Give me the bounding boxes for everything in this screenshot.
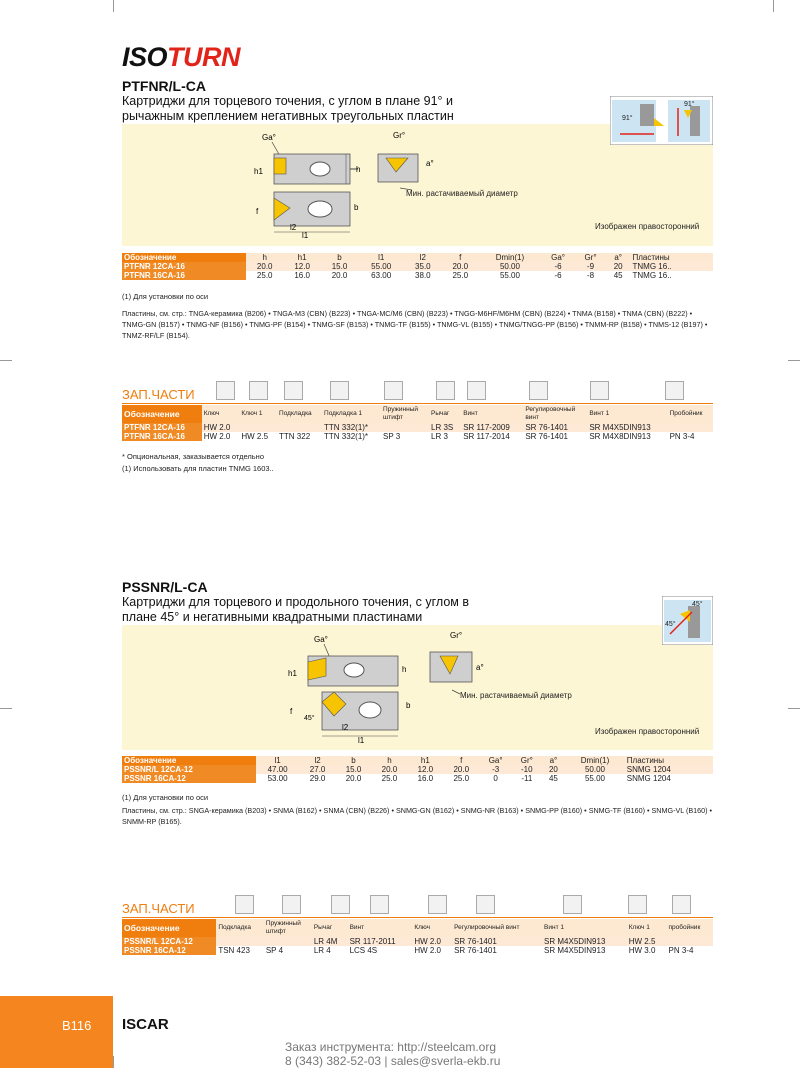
table-cell: 20	[542, 765, 566, 774]
adjusting-screw-icon	[476, 895, 495, 914]
angle-label-2: 91°	[684, 101, 695, 108]
table-cell: 20.0	[443, 765, 479, 774]
svg-text:l2: l2	[342, 723, 349, 732]
col-header: f	[442, 253, 479, 262]
table-row	[122, 937, 713, 946]
footnote: (1) Для установки по оси	[122, 292, 209, 301]
col-header: Пробойник	[668, 405, 713, 423]
col-header: a°	[606, 253, 631, 262]
col-header: f	[443, 756, 479, 765]
col-header: l1	[256, 756, 300, 765]
table-cell: LR 3S	[429, 423, 461, 432]
crop-mark	[788, 360, 800, 361]
table-cell: HW 2.0	[202, 432, 240, 441]
table-cell: SR 117-2009	[461, 423, 523, 432]
table-cell: PSSNR/L 12CA-12	[122, 765, 256, 774]
table-cell: 47.00	[256, 765, 300, 774]
dimensions-table	[122, 253, 713, 280]
table-cell	[239, 423, 277, 432]
col-header: Винт 1	[542, 919, 627, 937]
col-header: Dmin(1)	[479, 253, 541, 262]
svg-text:l2: l2	[290, 223, 297, 232]
table-cell	[216, 937, 264, 946]
col-header: Gr°	[512, 756, 542, 765]
table-cell: PTFNR 12CA-16	[122, 423, 202, 432]
svg-text:b: b	[406, 701, 411, 710]
shim-icon	[235, 895, 254, 914]
screw-icon	[467, 381, 486, 400]
table-cell: 15.0	[321, 262, 358, 271]
table-cell: 63.00	[358, 271, 404, 280]
svg-text:Gr°: Gr°	[450, 631, 463, 640]
col-header: h	[246, 253, 283, 262]
table-cell: -8	[575, 271, 606, 280]
table-cell: -10	[512, 765, 542, 774]
image-note: Изображен правосторонний	[595, 222, 700, 231]
table-cell: 12.0	[283, 262, 320, 271]
shim-icon	[284, 381, 303, 400]
table-cell: PSSNR/L 12CA-12	[122, 937, 216, 946]
svg-text:f: f	[290, 707, 293, 716]
table-row	[122, 774, 713, 783]
col-header: Ga°	[541, 253, 575, 262]
contact-line: Заказ инструмента: http://steelcam.org	[285, 1040, 497, 1054]
table-cell: TNMG 16..	[631, 271, 713, 280]
svg-text:45°: 45°	[304, 715, 315, 722]
col-header: Регулировочный винт	[452, 919, 542, 937]
col-header: Подкладка	[216, 919, 264, 937]
col-header: Винт 1	[587, 405, 667, 423]
col-header: Подкладка	[277, 405, 322, 423]
spare-parts-table	[122, 919, 713, 955]
table-cell: -6	[541, 262, 575, 271]
col-header: Рычаг	[429, 405, 461, 423]
table-cell: SR M4X5DIN913	[542, 946, 627, 955]
table-cell: 20.0	[336, 774, 372, 783]
table-cell: -3	[479, 765, 512, 774]
table-cell: PN 3-4	[668, 432, 713, 441]
spare-parts-title: ЗАП.ЧАСТИ	[122, 901, 195, 916]
lever-icon	[331, 895, 350, 914]
table-cell: LR 4M	[312, 937, 348, 946]
min-bore-label: Мин. растачиваемый диаметр	[460, 691, 572, 700]
col-header: b	[336, 756, 372, 765]
svg-text:l1: l1	[302, 231, 309, 240]
table-cell: SR 117-2011	[348, 937, 413, 946]
table-cell: PTFNR 12CA-16	[122, 262, 246, 271]
col-header: h	[371, 756, 407, 765]
svg-text:l1: l1	[358, 736, 365, 745]
table-cell: SNMG 1204	[625, 774, 713, 783]
col-header: Ga°	[479, 756, 512, 765]
section1-desc-line2: рычажным креплением негативных треугольных пластин	[122, 109, 454, 123]
col-header: Обозначение	[122, 253, 246, 262]
table-cell: 53.00	[256, 774, 300, 783]
svg-text:Gr°: Gr°	[393, 131, 406, 140]
col-header: h1	[283, 253, 320, 262]
table-cell: PSSNR 16CA-12	[122, 946, 216, 955]
table-cell: SR M4X5DIN913	[587, 423, 667, 432]
table-cell: HW 2.0	[412, 937, 452, 946]
col-header: l2	[300, 756, 336, 765]
screw-icon	[370, 895, 389, 914]
spare-note: * Опциональная, заказывается отдельно	[122, 452, 264, 461]
angle-label: 45°	[692, 601, 703, 608]
crop-mark	[113, 1056, 114, 1068]
table-cell: HW 2.5	[239, 432, 277, 441]
table-cell: HW 2.0	[412, 946, 452, 955]
table-cell: TTN 332(1)*	[322, 423, 381, 432]
svg-text:f: f	[256, 207, 259, 216]
section1-code: PTFNR/L-CA	[122, 78, 206, 94]
table-cell: LR 4	[312, 946, 348, 955]
table-cell: HW 2.0	[202, 423, 240, 432]
table-row	[122, 946, 713, 955]
spring-pin-icon	[282, 895, 301, 914]
col-header: Винт	[348, 919, 413, 937]
crop-mark	[788, 708, 800, 709]
angle-label-2: 45°	[665, 621, 676, 628]
contact-line: 8 (343) 382-52-03 | sales@sverla-ekb.ru	[285, 1054, 501, 1068]
table-cell: HW 2.5	[627, 937, 667, 946]
plates-text: Пластины, см. стр.: SNGA-керамика (B203) • SNMA (B162) • SNMA (CBN) (B226) • SNMG-GN (B162) • SNMG-NR (B163) • SNMG-PP (B160) • SNMG-TF (B160) • SNMG-VL (B160) • SNMM-RP (B165).	[122, 806, 713, 826]
cartridge-drawing	[280, 630, 610, 745]
table-cell	[381, 423, 429, 432]
table-cell	[277, 423, 322, 432]
shim-icon	[330, 381, 349, 400]
punch-icon	[672, 895, 691, 914]
svg-text:b: b	[354, 203, 359, 212]
svg-text:a°: a°	[426, 159, 434, 168]
key-icon	[428, 895, 447, 914]
table-cell: SR 76-1401	[523, 432, 587, 441]
crop-mark	[0, 360, 12, 361]
table-row	[122, 765, 713, 774]
table-cell: 16.0	[407, 774, 443, 783]
col-header: l2	[404, 253, 441, 262]
table-cell: 45	[542, 774, 566, 783]
table-cell: 27.0	[300, 765, 336, 774]
table-cell: 50.00	[479, 262, 541, 271]
col-header: b	[321, 253, 358, 262]
col-header: пробойник	[667, 919, 714, 937]
table-cell: SP 4	[264, 946, 312, 955]
brand-name: ISCAR	[122, 1016, 169, 1033]
table-cell: TTN 332(1)*	[322, 432, 381, 441]
table-cell: 55.00	[358, 262, 404, 271]
col-header: Пружинный штифт	[381, 405, 429, 423]
table-cell: 45	[606, 271, 631, 280]
table-cell: TNMG 16..	[631, 262, 713, 271]
col-header: Ключ 1	[239, 405, 277, 423]
col-header: Подкладка 1	[322, 405, 381, 423]
angle-label: 91°	[622, 115, 633, 122]
crop-mark	[773, 0, 774, 12]
col-header: Регулировочный винт	[523, 405, 587, 423]
col-header: Обозначение	[122, 756, 256, 765]
svg-text:h: h	[356, 165, 361, 174]
table-cell	[668, 423, 713, 432]
table-cell: LCS 4S	[348, 946, 413, 955]
table-cell	[264, 937, 312, 946]
table-cell: SR M4X5DIN913	[542, 937, 627, 946]
table-cell: SR 76-1401	[452, 937, 542, 946]
screw-icon	[590, 381, 609, 400]
table-cell: SR M4X8DIN913	[587, 432, 667, 441]
table-cell: 16.0	[283, 271, 320, 280]
divider	[122, 917, 713, 918]
adjusting-screw-icon	[529, 381, 548, 400]
table-cell: PN 3-4	[667, 946, 714, 955]
spring-pin-icon	[384, 381, 403, 400]
col-header: Ключ 1	[627, 919, 667, 937]
dimensions-table	[122, 756, 713, 783]
table-cell: 20.0	[371, 765, 407, 774]
table-cell: PTFNR 16CA-16	[122, 271, 246, 280]
approach-angle-icon	[610, 96, 713, 145]
key-icon	[216, 381, 235, 400]
col-header: Ключ	[412, 919, 452, 937]
footnote: (1) Для установки по оси	[122, 793, 209, 802]
table-cell: SR 76-1401	[523, 423, 587, 432]
table-cell: PTFNR 16CA-16	[122, 432, 202, 441]
crop-mark	[0, 708, 12, 709]
table-cell: 25.0	[442, 271, 479, 280]
table-cell: 15.0	[336, 765, 372, 774]
table-cell: -11	[512, 774, 542, 783]
table-cell: 0	[479, 774, 512, 783]
table-cell: SNMG 1204	[625, 765, 713, 774]
crop-mark	[113, 0, 114, 12]
table-cell: -6	[541, 271, 575, 280]
table-row	[122, 432, 713, 441]
col-header: Винт	[461, 405, 523, 423]
isoturn-logo: ISOTURN	[122, 42, 241, 72]
table-cell: SR 117-2014	[461, 432, 523, 441]
page-number-bar	[0, 996, 113, 1068]
page-number: B116	[62, 1018, 92, 1033]
divider	[122, 403, 713, 404]
table-cell: 20.0	[442, 262, 479, 271]
screw-icon	[563, 895, 582, 914]
table-cell: 20	[606, 262, 631, 271]
punch-icon	[665, 381, 684, 400]
table-cell: 55.00	[565, 774, 625, 783]
section1-desc-line1: Картриджи для торцевого точения, с углом в плане 91° и	[122, 94, 453, 108]
table-cell: LR 3	[429, 432, 461, 441]
col-header: Пластины	[631, 253, 713, 262]
lever-icon	[436, 381, 455, 400]
table-cell: 12.0	[407, 765, 443, 774]
table-cell: 20.0	[321, 271, 358, 280]
col-header: Dmin(1)	[565, 756, 625, 765]
section2-desc-line1: Картриджи для торцевого и продольного точения, с углом в	[122, 595, 470, 609]
col-header: h1	[407, 756, 443, 765]
table-cell: PSSNR 16CA-12	[122, 774, 256, 783]
col-header: a°	[542, 756, 566, 765]
table-cell: 29.0	[300, 774, 336, 783]
cartridge-drawing	[250, 128, 560, 240]
table-cell: SP 3	[381, 432, 429, 441]
min-bore-label: Мин. растачиваемый диаметр	[406, 189, 518, 198]
table-row	[122, 262, 713, 271]
col-header: Ключ	[202, 405, 240, 423]
table-cell: 55.00	[479, 271, 541, 280]
table-cell: -9	[575, 262, 606, 271]
key-icon	[628, 895, 647, 914]
col-header: Пластины	[625, 756, 713, 765]
table-row	[122, 271, 713, 280]
table-cell: 38.0	[404, 271, 441, 280]
table-cell: 20.0	[246, 262, 283, 271]
svg-text:Ga°: Ga°	[314, 635, 328, 644]
svg-text:a°: a°	[476, 663, 484, 672]
spare-note: (1) Использовать для пластин TNMG 1603..	[122, 464, 274, 473]
key-icon	[249, 381, 268, 400]
plates-text: Пластины, см. стр.: TNGA-керамика (B206) • TNGA-M3 (CBN) (B223) • TNGA-MC/M6 (CBN) (B223) • TNGG-M6HF/M6HM (CBN) (B224) • TNMA (B158) • TNMA (CBN) (B222) • TNMG-GN (B157) • TNMG-NF (B156) • TNMG-PF (B154) • TNMG-SF (B153) • TNMG-TF (B155) • TNMG-VL (B155) • TNMG/TNGG-PP (B156) • TNMM-RP (B158) • TNMS-12 (B197) • TNMZ-RF/LF (B154).	[122, 309, 708, 340]
col-header: l1	[358, 253, 404, 262]
table-cell	[667, 937, 714, 946]
table-cell: TTN 322	[277, 432, 322, 441]
section2-desc-line2: плане 45° и негативными квадратными пластинами	[122, 610, 423, 624]
section2-code: PSSNR/L-CA	[122, 579, 208, 595]
svg-text:Ga°: Ga°	[262, 133, 276, 142]
col-header: Обозначение	[122, 919, 216, 937]
table-cell: TSN 423	[216, 946, 264, 955]
spare-parts-title: ЗАП.ЧАСТИ	[122, 387, 195, 402]
table-cell: HW 3.0	[627, 946, 667, 955]
table-cell: 25.0	[246, 271, 283, 280]
svg-text:h1: h1	[254, 167, 263, 176]
table-cell: 35.0	[404, 262, 441, 271]
table-cell: SR 76-1401	[452, 946, 542, 955]
table-cell: 50.00	[565, 765, 625, 774]
col-header: Gr°	[575, 253, 606, 262]
table-cell: 25.0	[371, 774, 407, 783]
col-header: Пружинный штифт	[264, 919, 312, 937]
svg-text:h: h	[402, 665, 407, 674]
spare-parts-table	[122, 405, 713, 441]
approach-angle-icon	[662, 596, 713, 645]
svg-text:h1: h1	[288, 669, 297, 678]
col-header: Обозначение	[122, 405, 202, 423]
table-cell: 25.0	[443, 774, 479, 783]
image-note: Изображен правосторонний	[595, 727, 700, 736]
table-row	[122, 423, 713, 432]
col-header: Рычаг	[312, 919, 348, 937]
